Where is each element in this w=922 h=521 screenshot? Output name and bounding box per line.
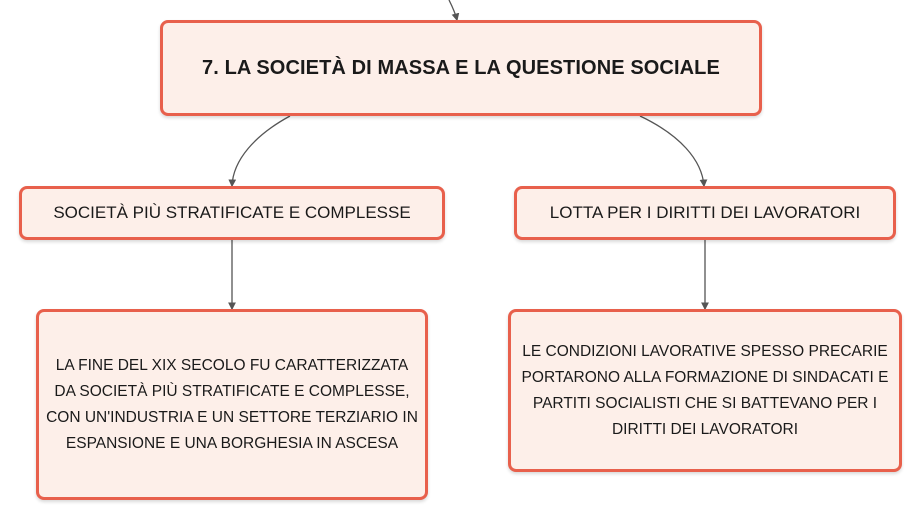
connector-parent-to-root (449, 0, 457, 20)
subtopic-node-society[interactable] (19, 186, 445, 240)
root-topic-label: 7. LA SOCIETÀ DI MASSA E LA QUESTIONE SOCIALE (202, 56, 720, 79)
connector-root-to-left-topic (232, 116, 290, 186)
subtopic-label-society: SOCIETÀ PIÙ STRATIFICATE E COMPLESSE (53, 203, 411, 222)
connector-root-to-right-topic (640, 116, 704, 186)
detail-text-society: LA FINE DEL XIX SECOLO FU CARATTERIZZATA DA SOCIETÀ PIÙ STRATIFICATE E COMPLESSE, CON UN'INDUSTRIA E UN SETTORE TERZIARIO IN ESPANSIONE E UNA BORGHESIA IN ASCESA (46, 356, 418, 452)
detail-node-society[interactable] (36, 309, 428, 500)
subtopic-label-workers-rights: LOTTA PER I DIRITTI DEI LAVORATORI (549, 203, 861, 222)
root-topic-node[interactable] (160, 20, 762, 116)
detail-node-workers-rights[interactable] (508, 309, 902, 472)
subtopic-node-workers-rights[interactable] (514, 186, 896, 240)
detail-text-workers-rights: LE CONDIZIONI LAVORATIVE SPESSO PRECARIE PORTARONO ALLA FORMAZIONE DI SINDACATI E PARTITI SOCIALISTI CHE SI BATTEVANO PER I DIRITTI DEI LAVORATORI (521, 342, 889, 438)
